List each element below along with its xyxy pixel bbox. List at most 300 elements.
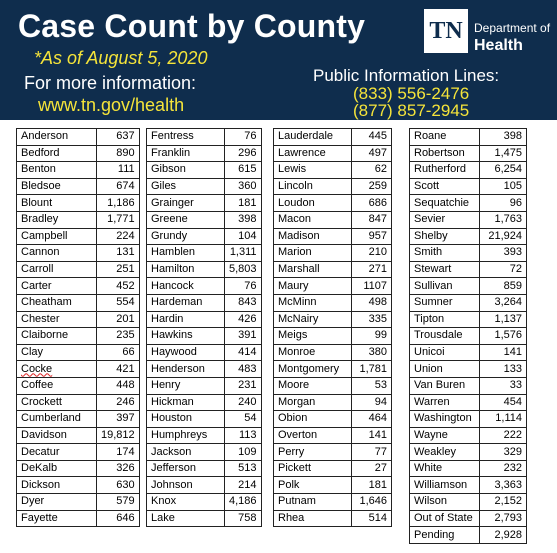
county-name: Dyer	[17, 494, 97, 511]
county-name: Hancock	[147, 278, 225, 295]
county-name: Pickett	[274, 460, 352, 477]
case-count: 3,264	[480, 294, 527, 311]
county-row	[147, 178, 262, 195]
county-row	[274, 427, 392, 444]
case-count: 397	[97, 411, 140, 428]
county-row	[274, 494, 392, 511]
case-count: 21,924	[480, 228, 527, 245]
county-table-3	[273, 128, 392, 527]
county-row	[17, 377, 140, 394]
county-name: Tipton	[410, 311, 480, 328]
case-count: 296	[225, 145, 262, 162]
case-count: 445	[352, 129, 392, 146]
county-name: Obion	[274, 411, 352, 428]
case-count: 99	[352, 328, 392, 345]
case-count: 2,152	[480, 494, 527, 511]
case-count: 1107	[352, 278, 392, 295]
county-name: Smith	[410, 245, 480, 262]
county-row	[274, 411, 392, 428]
county-row	[410, 228, 527, 245]
county-name: Hardeman	[147, 294, 225, 311]
health-website-link[interactable]: www.tn.gov/health	[38, 95, 185, 115]
case-count: 33	[480, 377, 527, 394]
county-row	[410, 245, 527, 262]
case-count: 398	[225, 211, 262, 228]
county-table-1	[16, 128, 140, 527]
county-row	[17, 178, 140, 195]
case-count: 246	[97, 394, 140, 411]
county-row	[410, 427, 527, 444]
county-row	[17, 245, 140, 262]
county-name: Bledsoe	[17, 178, 97, 195]
county-name: Sumner	[410, 294, 480, 311]
county-row	[147, 278, 262, 295]
county-row	[147, 444, 262, 461]
county-name: Humphreys	[147, 427, 225, 444]
county-name: Out of State	[410, 510, 480, 527]
county-row	[410, 328, 527, 345]
county-name: Monroe	[274, 344, 352, 361]
county-row	[17, 145, 140, 162]
county-name: Marshall	[274, 261, 352, 278]
county-name: Franklin	[147, 145, 225, 162]
county-name: Henry	[147, 377, 225, 394]
county-name: Rhea	[274, 510, 352, 527]
case-count: 251	[97, 261, 140, 278]
county-name: Campbell	[17, 228, 97, 245]
county-row	[274, 228, 392, 245]
county-row	[410, 145, 527, 162]
county-name: Carter	[17, 278, 97, 295]
county-column-1	[16, 128, 140, 527]
case-count: 259	[352, 178, 392, 195]
county-name: DeKalb	[17, 460, 97, 477]
county-row	[147, 494, 262, 511]
county-name: Scott	[410, 178, 480, 195]
county-row	[17, 344, 140, 361]
case-count: 53	[352, 377, 392, 394]
case-count: 232	[480, 460, 527, 477]
county-name: Warren	[410, 394, 480, 411]
county-row	[147, 195, 262, 212]
case-count: 380	[352, 344, 392, 361]
county-name: Houston	[147, 411, 225, 428]
case-count: 201	[97, 311, 140, 328]
case-count: 414	[225, 344, 262, 361]
county-name: Macon	[274, 211, 352, 228]
county-name: Wayne	[410, 427, 480, 444]
county-row	[410, 278, 527, 295]
case-count: 513	[225, 460, 262, 477]
case-count: 391	[225, 328, 262, 345]
county-name: Hamilton	[147, 261, 225, 278]
county-name: Putnam	[274, 494, 352, 511]
county-name: Van Buren	[410, 377, 480, 394]
county-name: Giles	[147, 178, 225, 195]
county-row	[274, 510, 392, 527]
case-count: 109	[225, 444, 262, 461]
county-row	[410, 377, 527, 394]
county-row	[17, 394, 140, 411]
county-row	[410, 195, 527, 212]
county-row	[274, 377, 392, 394]
county-row	[410, 261, 527, 278]
county-row	[147, 377, 262, 394]
county-name: Meigs	[274, 328, 352, 345]
public-lines-label: Public Information Lines:	[313, 66, 500, 85]
case-count: 94	[352, 394, 392, 411]
header-banner	[0, 0, 557, 120]
case-count: 452	[97, 278, 140, 295]
county-name: Cannon	[17, 245, 97, 262]
county-name: Loudon	[274, 195, 352, 212]
case-count: 113	[225, 427, 262, 444]
county-name: Blount	[17, 195, 97, 212]
case-count: 329	[480, 444, 527, 461]
case-count: 111	[97, 162, 140, 179]
county-name: Greene	[147, 211, 225, 228]
county-name: Clay	[17, 344, 97, 361]
county-name: Stewart	[410, 261, 480, 278]
case-count: 448	[97, 377, 140, 394]
county-row	[410, 361, 527, 378]
page-title: Case Count by County	[18, 8, 366, 44]
case-count: 483	[225, 361, 262, 378]
county-name: Rutherford	[410, 162, 480, 179]
county-name: Moore	[274, 377, 352, 394]
county-row	[147, 460, 262, 477]
county-row	[147, 294, 262, 311]
case-count: 498	[352, 294, 392, 311]
county-name: Cocke	[17, 361, 97, 378]
county-name: Williamson	[410, 477, 480, 494]
case-count: 231	[225, 377, 262, 394]
county-name: Lauderdale	[274, 129, 352, 146]
county-row	[17, 361, 140, 378]
county-row	[17, 162, 140, 179]
case-count: 637	[97, 129, 140, 146]
case-count: 630	[97, 477, 140, 494]
case-count: 181	[352, 477, 392, 494]
county-name: Crockett	[17, 394, 97, 411]
case-count: 27	[352, 460, 392, 477]
case-count: 454	[480, 394, 527, 411]
county-row	[17, 510, 140, 527]
county-row	[147, 477, 262, 494]
tn-health-logo	[424, 9, 551, 59]
case-count: 62	[352, 162, 392, 179]
case-count: 554	[97, 294, 140, 311]
case-count: 421	[97, 361, 140, 378]
case-count: 393	[480, 245, 527, 262]
county-name: Pending	[410, 527, 480, 544]
county-name: Johnson	[147, 477, 225, 494]
county-row	[147, 261, 262, 278]
case-count: 76	[225, 278, 262, 295]
case-count: 141	[352, 427, 392, 444]
county-name: Union	[410, 361, 480, 378]
case-count: 514	[352, 510, 392, 527]
county-row	[410, 311, 527, 328]
case-count: 1,771	[97, 211, 140, 228]
county-row	[410, 394, 527, 411]
county-name: Jackson	[147, 444, 225, 461]
county-row	[274, 162, 392, 179]
county-row	[274, 460, 392, 477]
case-count: 133	[480, 361, 527, 378]
county-row	[147, 228, 262, 245]
case-count: 579	[97, 494, 140, 511]
case-count: 210	[352, 245, 392, 262]
county-name: Lake	[147, 510, 225, 527]
county-row	[17, 129, 140, 146]
case-count: 214	[225, 477, 262, 494]
county-row	[147, 129, 262, 146]
case-count: 1,646	[352, 494, 392, 511]
county-row	[274, 294, 392, 311]
case-count: 104	[225, 228, 262, 245]
county-column-3	[273, 128, 392, 527]
county-row	[410, 494, 527, 511]
county-row	[17, 311, 140, 328]
county-row	[274, 278, 392, 295]
county-row	[410, 527, 527, 544]
county-name: Benton	[17, 162, 97, 179]
county-name: Weakley	[410, 444, 480, 461]
county-column-4	[409, 128, 527, 544]
case-count: 174	[97, 444, 140, 461]
county-name: Haywood	[147, 344, 225, 361]
county-row	[147, 344, 262, 361]
phone-number-2[interactable]: (877) 857-2945	[353, 101, 470, 120]
county-row	[410, 460, 527, 477]
county-row	[17, 444, 140, 461]
county-row	[147, 427, 262, 444]
county-row	[147, 510, 262, 527]
county-name: Fayette	[17, 510, 97, 527]
case-count: 2,928	[480, 527, 527, 544]
case-count: 1,763	[480, 211, 527, 228]
county-row	[274, 129, 392, 146]
case-count: 181	[225, 195, 262, 212]
case-count: 1,137	[480, 311, 527, 328]
county-row	[17, 411, 140, 428]
county-name: Sullivan	[410, 278, 480, 295]
case-count: 843	[225, 294, 262, 311]
county-name: Hardin	[147, 311, 225, 328]
case-count: 1,781	[352, 361, 392, 378]
county-row	[17, 460, 140, 477]
county-name: Shelby	[410, 228, 480, 245]
county-name: White	[410, 460, 480, 477]
case-count: 5,803	[225, 261, 262, 278]
county-name: Coffee	[17, 377, 97, 394]
county-name: Lawrence	[274, 145, 352, 162]
case-count: 674	[97, 178, 140, 195]
county-name: Wilson	[410, 494, 480, 511]
county-name: Fentress	[147, 129, 225, 146]
county-name: Gibson	[147, 162, 225, 179]
more-info-label: For more information:	[24, 73, 197, 93]
county-row	[274, 261, 392, 278]
case-count: 497	[352, 145, 392, 162]
county-row	[147, 328, 262, 345]
county-row	[147, 162, 262, 179]
case-count: 141	[480, 344, 527, 361]
county-name: Marion	[274, 245, 352, 262]
county-name: Perry	[274, 444, 352, 461]
county-name: McNairy	[274, 311, 352, 328]
case-count: 235	[97, 328, 140, 345]
county-name: Chester	[17, 311, 97, 328]
county-row	[410, 129, 527, 146]
county-name: Overton	[274, 427, 352, 444]
county-row	[274, 311, 392, 328]
case-count: 1,475	[480, 145, 527, 162]
county-name: Henderson	[147, 361, 225, 378]
county-row	[17, 494, 140, 511]
county-row	[410, 344, 527, 361]
county-row	[410, 411, 527, 428]
county-name: Robertson	[410, 145, 480, 162]
county-row	[410, 211, 527, 228]
county-row	[274, 444, 392, 461]
case-count: 271	[352, 261, 392, 278]
case-count: 131	[97, 245, 140, 262]
county-name: Davidson	[17, 427, 97, 444]
county-name: Roane	[410, 129, 480, 146]
case-count: 1,186	[97, 195, 140, 212]
dept-name: Health	[474, 37, 523, 54]
county-row	[17, 477, 140, 494]
county-name: Bedford	[17, 145, 97, 162]
case-count: 758	[225, 510, 262, 527]
dept-line: Department of	[474, 21, 551, 35]
case-count: 426	[225, 311, 262, 328]
as-of-date: *As of August 5, 2020	[34, 48, 208, 68]
county-name: Montgomery	[274, 361, 352, 378]
county-row	[17, 211, 140, 228]
county-row	[147, 361, 262, 378]
case-count: 76	[225, 129, 262, 146]
case-count: 19,812	[97, 427, 140, 444]
county-row	[274, 211, 392, 228]
case-count: 615	[225, 162, 262, 179]
county-row	[147, 311, 262, 328]
county-row	[274, 477, 392, 494]
county-name: Maury	[274, 278, 352, 295]
county-name: Washington	[410, 411, 480, 428]
county-name: Lewis	[274, 162, 352, 179]
county-row	[147, 245, 262, 262]
case-count: 66	[97, 344, 140, 361]
county-name: McMinn	[274, 294, 352, 311]
county-name: Cumberland	[17, 411, 97, 428]
county-row	[17, 228, 140, 245]
county-row	[147, 145, 262, 162]
case-count: 1,311	[225, 245, 262, 262]
county-row	[274, 344, 392, 361]
case-count: 859	[480, 278, 527, 295]
county-name: Morgan	[274, 394, 352, 411]
county-row	[410, 477, 527, 494]
county-name: Dickson	[17, 477, 97, 494]
county-row	[17, 294, 140, 311]
county-row	[274, 361, 392, 378]
case-count: 1,114	[480, 411, 527, 428]
case-count: 957	[352, 228, 392, 245]
tn-logo-icon: TN	[424, 9, 468, 53]
county-name: Polk	[274, 477, 352, 494]
county-name: Sequatchie	[410, 195, 480, 212]
case-count: 398	[480, 129, 527, 146]
case-count: 2,793	[480, 510, 527, 527]
county-name: Cheatham	[17, 294, 97, 311]
county-column-2	[146, 128, 262, 527]
case-count: 54	[225, 411, 262, 428]
case-count: 224	[97, 228, 140, 245]
case-count: 96	[480, 195, 527, 212]
case-count: 222	[480, 427, 527, 444]
county-name: Decatur	[17, 444, 97, 461]
county-row	[410, 162, 527, 179]
county-row	[274, 394, 392, 411]
county-row	[274, 328, 392, 345]
county-name: Bradley	[17, 211, 97, 228]
county-row	[274, 145, 392, 162]
county-name: Grundy	[147, 228, 225, 245]
county-row	[410, 294, 527, 311]
case-count: 686	[352, 195, 392, 212]
county-row	[17, 195, 140, 212]
county-name: Knox	[147, 494, 225, 511]
county-row	[147, 411, 262, 428]
county-name: Hamblen	[147, 245, 225, 262]
county-name: Unicoi	[410, 344, 480, 361]
county-name: Lincoln	[274, 178, 352, 195]
case-count: 326	[97, 460, 140, 477]
county-table-2	[146, 128, 262, 527]
county-row	[410, 178, 527, 195]
case-count: 890	[97, 145, 140, 162]
county-row	[274, 195, 392, 212]
case-count: 360	[225, 178, 262, 195]
county-table-4	[409, 128, 527, 544]
county-row	[17, 261, 140, 278]
case-count: 3,363	[480, 477, 527, 494]
county-row	[17, 278, 140, 295]
county-name: Anderson	[17, 129, 97, 146]
case-count: 6,254	[480, 162, 527, 179]
county-row	[410, 444, 527, 461]
county-row	[147, 394, 262, 411]
case-count: 72	[480, 261, 527, 278]
county-row	[17, 427, 140, 444]
county-row	[274, 178, 392, 195]
case-count: 335	[352, 311, 392, 328]
county-name: Madison	[274, 228, 352, 245]
county-name: Claiborne	[17, 328, 97, 345]
phone-number-1[interactable]: (833) 556-2476	[353, 84, 470, 103]
case-count: 646	[97, 510, 140, 527]
county-row	[17, 328, 140, 345]
county-name: Carroll	[17, 261, 97, 278]
case-count: 847	[352, 211, 392, 228]
case-count: 105	[480, 178, 527, 195]
county-name: Hickman	[147, 394, 225, 411]
county-name: Jefferson	[147, 460, 225, 477]
county-name: Hawkins	[147, 328, 225, 345]
